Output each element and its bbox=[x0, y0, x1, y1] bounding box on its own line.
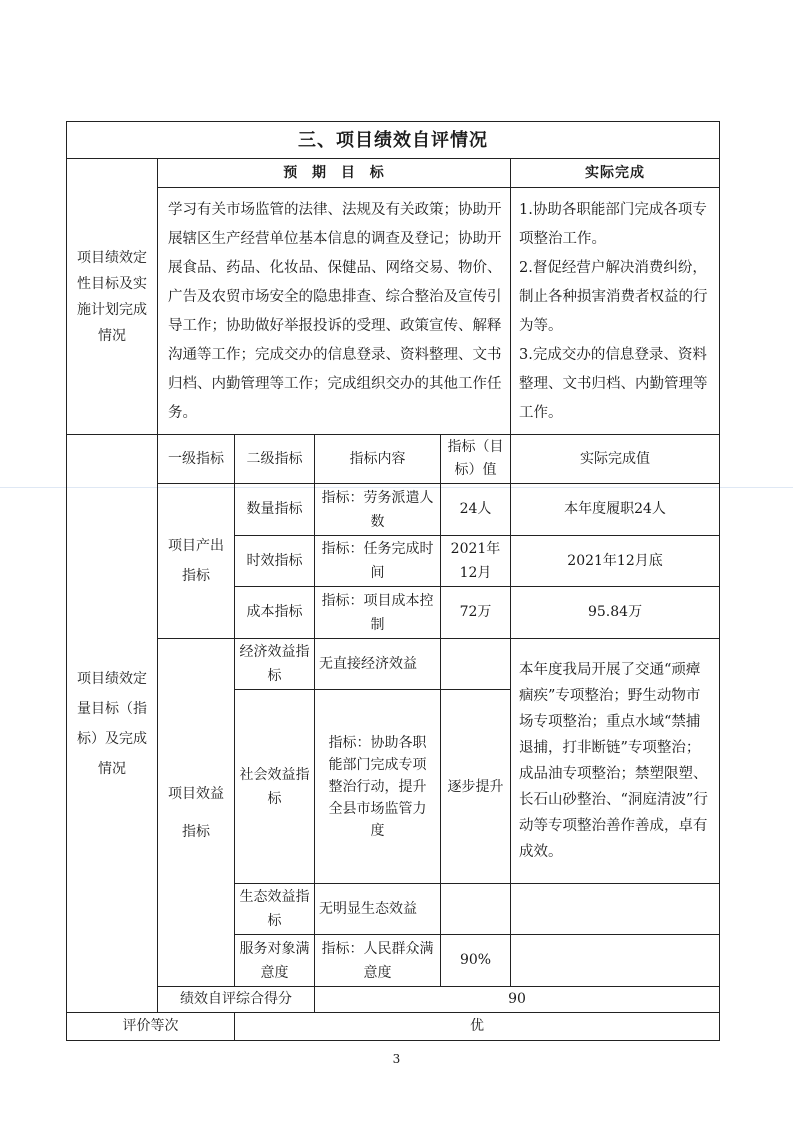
actual-cell bbox=[511, 935, 720, 987]
output-group-label: 项目产出指标 bbox=[158, 484, 235, 639]
level2-cell: 成本指标 bbox=[235, 587, 315, 639]
benefit-group-label: 项目效益指标 bbox=[158, 639, 235, 987]
score-value: 90 bbox=[315, 987, 720, 1013]
header-actual: 实际完成值 bbox=[511, 435, 720, 484]
level2-cell: 数量指标 bbox=[235, 484, 315, 536]
content-cell: 无明显生态效益 bbox=[315, 884, 441, 935]
header-level2: 二级指标 bbox=[235, 435, 315, 484]
level2-cell: 经济效益指标 bbox=[235, 639, 315, 690]
grade-label: 评价等次 bbox=[67, 1013, 235, 1041]
actual-cell: 2021年12月底 bbox=[511, 536, 720, 587]
performance-table bbox=[66, 121, 720, 1041]
actual-item: 2.督促经营户解决消费纠纷，制止各种损害消费者权益的行为等。 bbox=[519, 260, 708, 334]
target-cell bbox=[441, 639, 511, 690]
actual-cell: 本年度我局开展了交通“顽瘴痼疾”专项整治；野生动物市场专项整治；重点水域“禁捕退捕，打非断链”专项整治；成品油专项整治；禁塑限塑、长石山砂整治、“洞庭清波”行动等专项整治善作善成，卓有成效。 bbox=[511, 639, 720, 884]
expected-target-text: 学习有关市场监管的法律、法规及有关政策；协助开展辖区生产经营单位基本信息的调查及登记；协助开展食品、药品、化妆品、保健品、网络交易、物价、广告及农贸市场安全的隐患排查、综合整治及宣传引导工作；协助做好举报投诉的受理、政策宣传、解释沟通等工作；完成交办的信息登录、资料整理、文书归档、内勤管理等工作；完成组织交办的其他工作任务。 bbox=[158, 188, 511, 435]
content-cell: 指标：劳务派遣人数 bbox=[315, 484, 441, 536]
content-cell: 指标：任务完成时间 bbox=[315, 536, 441, 587]
qualitative-row-label: 项目绩效定性目标及实施计划完成情况 bbox=[67, 159, 158, 435]
score-label: 绩效自评综合得分 bbox=[158, 987, 315, 1013]
content-cell: 指标：人民群众满意度 bbox=[315, 935, 441, 987]
header-content: 指标内容 bbox=[315, 435, 441, 484]
expected-target-header: 预 期 目 标 bbox=[158, 159, 511, 188]
quantitative-row-label: 项目绩效定量目标（指标）及完成情况 bbox=[67, 435, 158, 1013]
performance-table-container bbox=[66, 121, 719, 1041]
target-cell: 24人 bbox=[441, 484, 511, 536]
target-cell bbox=[441, 884, 511, 935]
content-cell: 指标：协助各职能部门完成专项整治行动，提升全县市场监管力度 bbox=[315, 690, 441, 884]
page-number: 3 bbox=[392, 1052, 401, 1066]
actual-cell: 95.84万 bbox=[511, 587, 720, 639]
actual-cell: 本年度履职24人 bbox=[511, 484, 720, 536]
header-level1: 一级指标 bbox=[158, 435, 235, 484]
level2-cell: 服务对象满意度 bbox=[235, 935, 315, 987]
content-cell: 无直接经济效益 bbox=[315, 639, 441, 690]
header-target: 指标（目标）值 bbox=[441, 435, 511, 484]
actual-item: 3.完成交办的信息登录、资料整理、文书归档、内勤管理等工作。 bbox=[519, 347, 708, 421]
actual-item: 1.协助各职能部门完成各项专项整治工作。 bbox=[519, 202, 707, 247]
actual-completion-header: 实际完成 bbox=[511, 159, 720, 188]
level2-cell: 时效指标 bbox=[235, 536, 315, 587]
actual-completion-text bbox=[511, 188, 720, 435]
level2-cell: 生态效益指标 bbox=[235, 884, 315, 935]
target-cell: 90% bbox=[441, 935, 511, 987]
target-cell: 逐步提升 bbox=[441, 690, 511, 884]
grade-value: 优 bbox=[235, 1013, 720, 1041]
target-cell: 2021年12月 bbox=[441, 536, 511, 587]
section-title: 三、项目绩效自评情况 bbox=[67, 122, 720, 159]
content-cell: 指标：项目成本控制 bbox=[315, 587, 441, 639]
actual-cell bbox=[511, 884, 720, 935]
target-cell: 72万 bbox=[441, 587, 511, 639]
level2-cell: 社会效益指标 bbox=[235, 690, 315, 884]
